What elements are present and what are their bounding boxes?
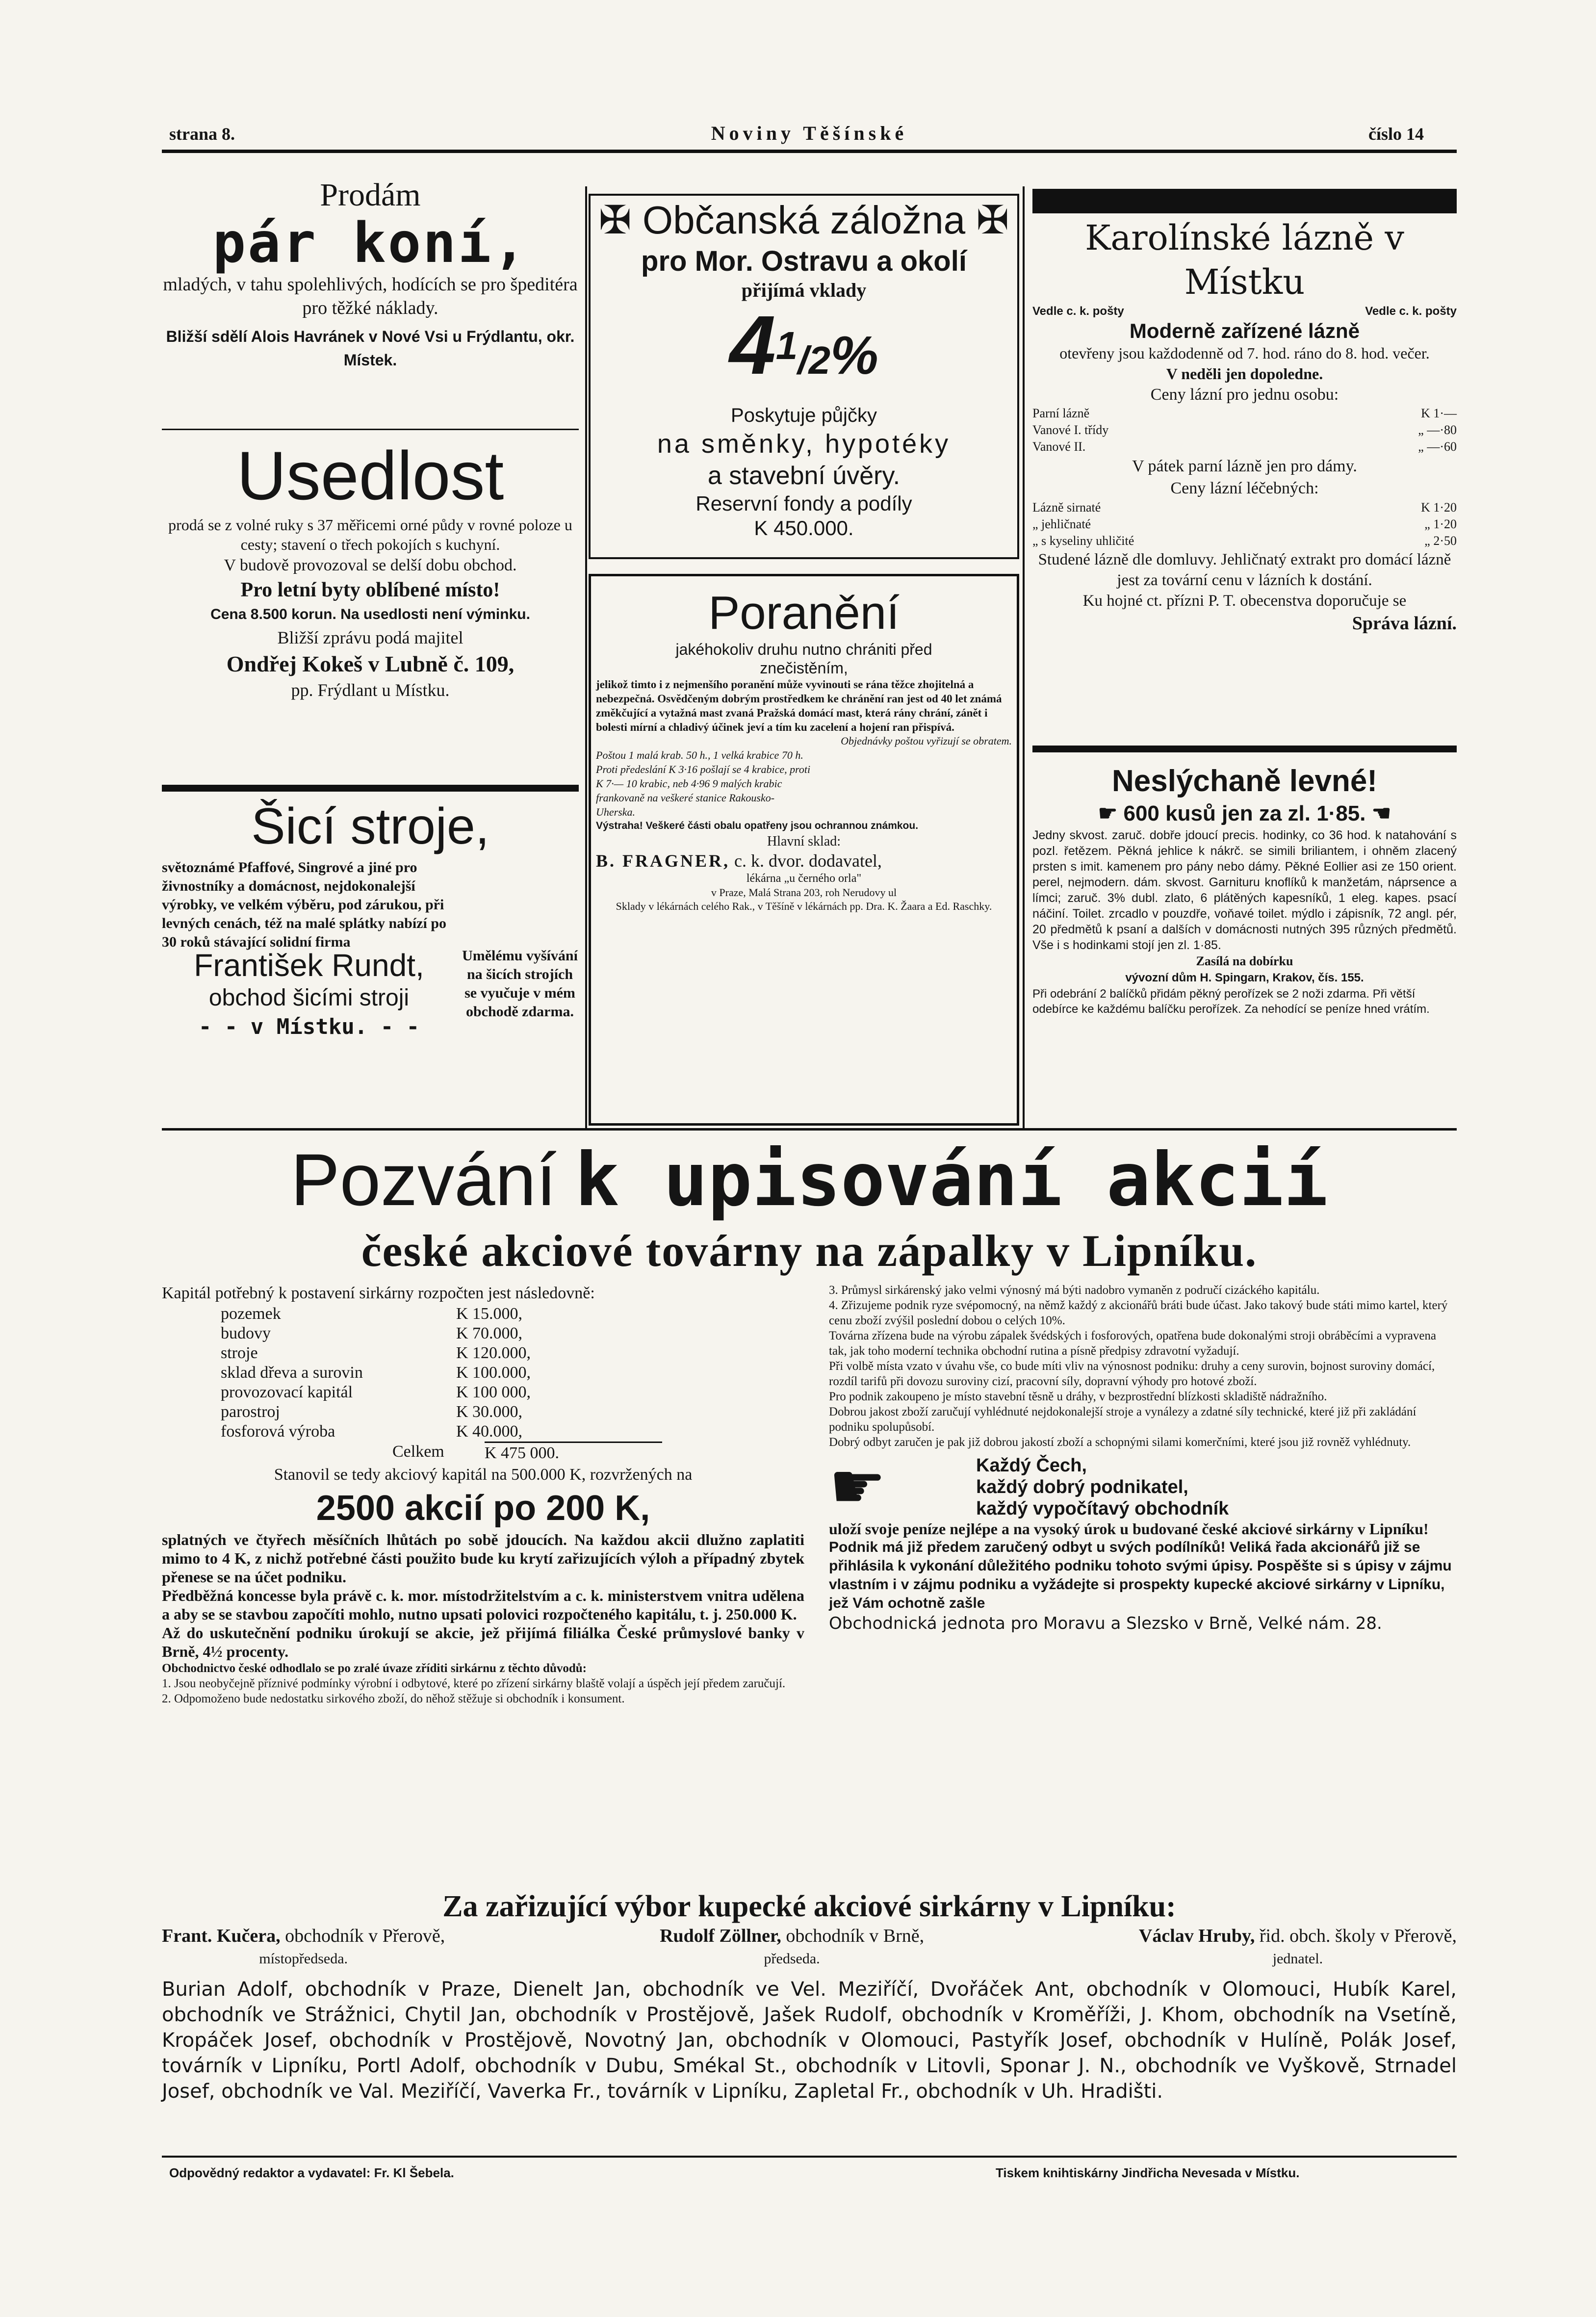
price-row: [221, 1343, 662, 1363]
rate-den: 2: [808, 338, 830, 382]
ad-spa-prices: [1032, 405, 1457, 455]
price-row: [221, 1383, 662, 1402]
ad-spa: [1032, 216, 1457, 636]
right-p8: Dobrou jakost zboží zaručují vyhlédnuté nejdokonalejší stroje a vynálezy a zdatné síly technické, které již při zakládání podniku spolupůsobí.: [829, 1405, 1416, 1434]
price-row: [1032, 516, 1457, 533]
row-label: sklad dřeva a surovin: [221, 1364, 363, 1382]
ad-horses-headline: pár koní,: [212, 211, 528, 275]
left-p1: 1. Jsou neobyčejně příznivé podmínky výrobní i odbytové, které po zřízení sirkárny blaště volají a úspěch její předem zaručují.: [162, 1677, 786, 1690]
pointing-hand-icon: ☛: [1098, 801, 1118, 825]
ad-wound-pharmacy: lékárna „u černého orla": [746, 872, 862, 885]
header-rule: [162, 150, 1457, 153]
committee-members: Burian Adolf, obchodník v Praze, Dienelt Jan, obchodník ve Vel. Meziříčí, Dvořáček Ant, obchodník v Olomouci, Hubík Karel, obchodník ve Strážnici, Chytil Jan, obchodník v Prostějově, Jašek Rudolf, obchodník v Kroměříži, J. Khom, obchodník na Vsetíně, Kropáček Josef, obchodník v Prostějově, Novotný Jan, obchodník v Olomouci, Pastyřík Josef, obchodník v Hulíně, Polák Josef, továrník v Lipníku, Portl Adolf, obchodník v Dubu, Smékal St., obchodník v Litovli, Sponar J. N., obchodník ve Vyškově, Strnadel Josef, obchodník ve Val. Meziříčí, Vaverka Fr., továrník v Lipníku, Zapletal Fr., obchodník v Uh. Hradišti.: [162, 1978, 1457, 2103]
ad-farm-line2: V budově provozoval se delší dobu obchod.: [224, 556, 517, 574]
row-value: K 1·—: [1421, 406, 1457, 420]
call2: každý dobrý podnikatel,: [976, 1477, 1188, 1497]
officer-zollner: [660, 1925, 924, 1970]
row-label: stroje: [221, 1344, 258, 1362]
officer-zollner-role: obchodník v Brně,: [786, 1926, 925, 1946]
price-row: [1032, 422, 1457, 438]
ad-watch-offer: [1032, 800, 1457, 827]
invite-left: [162, 1283, 804, 1706]
capital-intro: Kapitál potřebný k postavení sirkárny rozpočten jest následovně:: [162, 1284, 595, 1302]
row-value: K 15.000,: [456, 1305, 523, 1323]
footer-editor: Odpovědný redaktor a vydavatel: Fr. Kl Šebela.: [169, 2165, 454, 2180]
ad-watch-firm: vývozní dům H. Spingarn, Krakov, čís. 155.: [1125, 971, 1364, 984]
row-value: „ —·60: [1418, 439, 1457, 454]
row-value: K 100.000,: [456, 1364, 531, 1382]
pointing-hand-icon: ☚: [1371, 801, 1391, 825]
ornament-icon: ✠: [598, 198, 632, 242]
officer-kucera-role: obchodník v Přerově,: [285, 1926, 445, 1946]
ad-sewing: [162, 795, 579, 1041]
officer-hruby-name: Václav Hruby,: [1138, 1926, 1255, 1946]
right-p6: Při volbě místa vzato v úvahu vše, co bude míti vliv na výnosnost podniku: druhy a ceny surovin, bojnost suroviny domácí, rozdíl tarifů při dovozu suroviny cizí, pracovní síly, dopravní výhody pro hotové zboží.: [829, 1360, 1435, 1388]
committee-title: Za zařizující výbor kupecké akciové sirkárny v Lipníku:: [442, 1890, 1176, 1923]
invite-right: [829, 1283, 1457, 1634]
ad-wound-firm2: c. k. dvor. dodavatel,: [734, 851, 882, 871]
ad-sewing-shop: obchod šicími stroji: [208, 985, 410, 1011]
ad-bank-types: na směnky, hypotéky: [657, 429, 951, 459]
ad-spa-heal: [1032, 499, 1457, 549]
ad-spa-hours: otevřeny jsou každodenně od 7. hod. ráno do 8. hod. večer.: [1059, 344, 1430, 362]
ad-farm-body: prodá se z volné ruky s 37 měřicemi orné půdy v rovné poloze u cesty; stavení o třech pokojích s kuchyní.: [168, 516, 572, 553]
ad-spa-sunday: V neděli jen dopoledne.: [1166, 365, 1323, 383]
price-row: [221, 1363, 662, 1383]
ad-spa-prices-title: Ceny lázní pro jednu osobu:: [1150, 386, 1339, 404]
right-p7: Pro podnik zakoupeno je místo stavební těsně u dráhy, v bezprostřední blízkosti skladiště nádražního.: [829, 1390, 1327, 1403]
section-rule: [162, 1128, 1457, 1131]
row-value: „ 2·50: [1424, 534, 1457, 548]
row-label: budovy: [221, 1324, 271, 1342]
ad-bank-amount: K 450.000.: [754, 516, 854, 540]
right-p9: Dobrý odbyt zaručen je pak již dobrou jakostí zboží a schopnými silami komerčními, které jsou již rovněž vyhlédnuty.: [829, 1436, 1411, 1449]
officer-zollner-name: Rudolf Zöllner,: [660, 1926, 781, 1946]
price-row: [1032, 533, 1457, 549]
row-label: „ s kyseliny uhličité: [1032, 534, 1134, 548]
right-p5: Továrna zřízena bude na výrobu zápalek švédských i fosforových, opatřena bude dokonalými stroji obráběcími a vypravena tak, jak toho moderní technika obchodní rutina a písně předpisy zdravotní vyžadují.: [829, 1329, 1437, 1358]
cost-total-label: Celkem: [392, 1442, 444, 1461]
invite-title: [162, 1138, 1457, 1222]
rate-num: 1: [775, 324, 798, 367]
ad-sewing-firm: František Rundt,: [194, 948, 424, 983]
capital-stanovil: Stanovil se tedy akciový kapitál na 500.000 K, rozvržených na: [274, 1466, 693, 1484]
ad-wound: [589, 574, 1019, 1126]
officer-hruby: [1139, 1925, 1457, 1970]
officer-hruby-role: řid. obch. školy v Přerově,: [1259, 1926, 1457, 1946]
left-small: Obchodnictvo české odhodlalo se po zralé úvaze zříditi sirkárnu z těchto důvodů:: [162, 1662, 587, 1675]
ad-farm-place: pp. Frýdlant u Místku.: [291, 680, 450, 700]
price-row: [221, 1422, 662, 1442]
ad-spa-title: Karolínské lázně v Místku: [1085, 218, 1404, 302]
call3: každý vypočítavý obchodník: [976, 1498, 1229, 1519]
row-value: „ —·80: [1418, 423, 1457, 437]
ad-spa-near1: Vedle c. k. pošty: [1032, 305, 1124, 318]
ad-horses-body: mladých, v tahu spolehlivých, hodících se pro špeditéra pro těžké náklady.: [163, 274, 578, 318]
row-label: parostroj: [221, 1403, 280, 1421]
shares: 2500 akcií po 200 K,: [316, 1489, 650, 1528]
ad-watch-cod: Zasílá na dobírku: [1196, 954, 1293, 968]
row-value: K 70.000,: [456, 1324, 523, 1342]
ad-watch-headline: Neslýchaně levné!: [1111, 764, 1378, 798]
row-label: Parní lázně: [1032, 406, 1090, 420]
price-row: [1032, 499, 1457, 516]
ad-spa-modern: Moderně zařízené lázně: [1129, 319, 1360, 342]
ad-farm-headline: Usedlost: [236, 437, 504, 514]
price-row: [1032, 405, 1457, 422]
row-label: fosforová výroba: [221, 1422, 335, 1441]
column-divider: [1023, 186, 1025, 1128]
cost-total-value: K 475 000.: [485, 1442, 662, 1464]
call-body: uloží svoje peníze nejlépe a na vysoký úrok u budované české akciové sirkárny v Lipníku!: [829, 1520, 1429, 1538]
call-body2: Podnik má již předem zaručený odbyt u svých podílníků! Veliká řada akcionářů již se přihlásila k vykonání důležitého podniku tohoto svými úpisy. Pospěšte si s úpisy v zájmu vlastním i v zájmu podniku a vyžádejte si prospekty kupecké akciové sirkárny v Lipníku, jež Vám ochotně zašle: [829, 1539, 1452, 1611]
divider: [162, 785, 579, 792]
officer-hruby-title: jednatel.: [1272, 1951, 1323, 1967]
right-p4: 4. Zřizujeme podnik ryze svépomocný, na němž každý z akcionářů bráti bude účast. Jako takový bude státi mimo kartel, který cenu zboží zvýšil poslední dobou o celých 10%.: [829, 1299, 1448, 1327]
ad-wound-addr: v Praze, Malá Strana 203, roh Nerudovy ul: [711, 886, 897, 899]
officer-zollner-title: předseda.: [764, 1951, 820, 1967]
left-body3: Až do uskutečnění podniku úrokují se akcie, jež přijímá filiálka České průmyslové banky v Brně, 4½ procenty.: [162, 1624, 804, 1660]
ad-wound-stores: Sklady v lékárnách celého Rak., v Těšíně v lékárnách pp. Dra. K. Žaara a Ed. Raschky.: [616, 900, 992, 912]
ad-bank: [589, 194, 1019, 559]
ad-watch-extra: Při odebrání 2 balíčků přidám pěkný perořízek se 2 noži zdarma. Při větší odebírce ke každému balíčku perořízek. Za nehodící se peníze hned vrátím.: [1032, 987, 1430, 1016]
row-label: provozovací kapitál: [221, 1383, 353, 1401]
ad-bank-title-text: Občanská záložna: [642, 198, 966, 242]
ad-wound-sub2: znečistěním,: [760, 659, 848, 677]
row-label: pozemek: [221, 1305, 281, 1323]
ad-wound-warn: Výstraha! Veškeré části obalu opatřeny jsou ochrannou známkou.: [596, 820, 919, 831]
cost-table: [221, 1304, 662, 1442]
cost-total: [221, 1442, 662, 1464]
row-label: Vanové II.: [1032, 439, 1086, 454]
ad-spa-near2: Vedle c. k. pošty: [1365, 305, 1457, 318]
call1: Každý Čech,: [976, 1455, 1087, 1476]
left-body2: Předběžná koncesse byla právě c. k. mor. místodržitelstvím a c. k. ministerstvem vnitra udělena a aby se se stavbou započíti mohlo, nutno upsati polovici rozpočteného kapitálu, t. j. 250.000 K.: [162, 1587, 804, 1623]
ad-watch-offer-text: 600 kusů jen za zl. 1·85.: [1123, 801, 1366, 825]
invite-title2: k upisování akcií: [575, 1137, 1328, 1223]
ad-wound-sub1: jakéhokoliv druhu nutno chrániti před: [675, 641, 932, 658]
officer-kucera-title: místopředseda.: [259, 1951, 348, 1967]
ad-horses: [162, 177, 579, 372]
officer-kucera: [162, 1925, 445, 1970]
ad-sewing-side: Umělému vyšívání na šicích strojích se vyučuje v mém obchodě zdarma.: [462, 948, 578, 1020]
ad-farm-info: Bližší zprávu podá majitel: [277, 628, 463, 647]
row-label: „ jehličnaté: [1032, 517, 1091, 531]
divider: [1032, 746, 1457, 752]
black-bar: [1032, 189, 1457, 213]
row-label: Vanové I. třídy: [1032, 423, 1109, 437]
ad-wound-body: jelikož timto i z nejmenšího poranění může vyvinouti se rána těžce zhojitelná a nebezpečná. Osvědčeným dobrým prostředkem ke chránění ran jest od 40 let známá změkčující a vytažná mast zvaná Pražská domácí mast, která rány chrání, zánět i bolesti mírní a chladivý účinek jeví a tím ku zacelení a hojení ran přispívá.: [596, 678, 1002, 733]
ad-horses-contact: Bližší sdělí Alois Havránek v Nové Vsi u Frýdlantu, okr. Místek.: [166, 328, 575, 369]
pointing-hand-icon: ☛: [829, 1452, 886, 1522]
ad-sewing-place: - - v Místku. - -: [198, 1014, 420, 1039]
ad-wound-headline: Poranění: [708, 587, 900, 639]
ad-bank-title: [591, 196, 1017, 245]
ad-bank-funds: Reservní fondy a podíly: [695, 492, 912, 515]
ad-farm-owner: Ondřej Kokeš v Lubně č. 109,: [226, 651, 515, 676]
sender: Obchodnická jednota pro Moravu a Slezsko v Brně, Velké nám. 28.: [829, 1614, 1382, 1633]
column-divider: [585, 186, 587, 1128]
ad-spa-favor: Ku hojné ct. přízni P. T. obecenstva doporučuje se: [1082, 592, 1407, 610]
ad-wound-prices: Poštou 1 malá krab. 50 h., 1 velká krabice 70 h. Proti předeslání K 3·16 pošlají se 4 krabice, proti K 7·— 10 krabic, neb 4·96 9 malých krabic frankovaně na veškeré stanice Rakousko-Uherska.: [596, 749, 811, 818]
row-value: K 40.000,: [456, 1422, 523, 1441]
ad-bank-types2: a stavební úvěry.: [707, 462, 901, 490]
page-number: strana 8.: [169, 124, 235, 144]
invite-title1: Pozvání: [290, 1138, 557, 1221]
divider: [162, 429, 579, 430]
ad-sewing-place-text: v Místku.: [250, 1014, 368, 1039]
ad-spa-mgmt: Správa lázní.: [1352, 613, 1457, 634]
ad-wound-order: Objednávky poštou vyřizují se obratem.: [841, 735, 1012, 747]
ornament-icon: ✠: [976, 198, 1009, 242]
issue-number: číslo 14: [1368, 124, 1424, 144]
price-row: [221, 1402, 662, 1422]
left-p2: 2. Odpomoženo bude nedostatku sirkového zboží, do něhož stěžuje si obchodník i konsument.: [162, 1692, 625, 1705]
ad-bank-loans: Poskytuje půjčky: [731, 405, 877, 426]
ad-horses-title: Prodám: [320, 177, 421, 213]
ad-wound-firm-line: [591, 850, 1017, 871]
footer-rule: [162, 2156, 1457, 2158]
ad-bank-rate: $4^1/2\%$: [729, 299, 878, 392]
ad-bank-accepts: přijímá vklady: [741, 279, 867, 301]
price-row: [221, 1304, 662, 1324]
row-value: K 30.000,: [456, 1403, 523, 1421]
ad-farm-emph: Pro letní byty oblíbené místo!: [240, 579, 500, 601]
ad-spa-note: Studené lázně dle domluvy. Jehličnatý extrakt pro domácí lázně jest za tovární cenu v lázních k dostání.: [1038, 551, 1451, 589]
invite-subtitle: české akciové továrny na zápalky v Lipníku.: [361, 1226, 1258, 1276]
ad-sewing-body: světoznámé Pfaffové, Singrové a jiné pro živnostníky a domácnost, nejdokonalejší výrobky, ve velkém výběru, pod zárukou, při levných cenách, též na malé splátky nabízí po 30 roků stávající solidní firma: [162, 859, 447, 950]
committee-officers: [162, 1925, 1457, 1970]
ad-wound-firm: B. FRAGNER,: [596, 851, 730, 871]
row-value: K 100 000,: [456, 1383, 531, 1401]
price-row: [1032, 438, 1457, 455]
ad-watch-body: Jedny skvost. zaruč. dobře jdoucí precis. hodinky, co 36 hod. k natahování s pozl. řetězem. Pěkná jehlice k nákrč. se simili briliantem, i ohněm zlacený prsten s imit. kamenem pro pány nebo dámy. Pěkné Eollier asi ze 150 orient. perel, nejmodern. dám. skvost. Garnituru knoflíků k manžetám, náprsence a límci; zaruč. 3% dubl. zlato, 6 plátěných kapesníků, 1 eleg. kapes. psací náčiní. Toilet. zrcadlo v pouzdře, voňavé toilet. mýdlo i zápisník, 72 angl. pér, 20 předmětů k psaní a dalších v domácnosti nutných 395 různých předmětů. Vše i s hodinkami stojí jen zl. 1·85.: [1032, 828, 1457, 952]
ad-bank-subtitle: pro Mor. Ostravu a okolí: [641, 245, 967, 277]
newspaper-title: Noviny Těšínské: [711, 122, 908, 144]
ad-spa-heal-title: Ceny lázní léčebných:: [1170, 479, 1319, 497]
price-row: [221, 1324, 662, 1343]
right-p3: 3. Průmysl sirkárenský jako velmi výnosný má býti nadobro vymaněn z područí cizáckého kapitálu.: [829, 1284, 1320, 1297]
ad-farm: [162, 437, 579, 701]
ad-watch: [1032, 763, 1457, 1017]
ad-farm-price: Cena 8.500 korun. Na usedlosti není výminku.: [210, 606, 530, 622]
ad-wound-depot: Hlavní sklad:: [767, 834, 841, 849]
footer-printer: Tiskem knihtiskárny Jindřicha Nevesada v Místku.: [996, 2165, 1300, 2180]
ad-sewing-headline: Šicí stroje,: [251, 798, 489, 855]
left-body: splatných ve čtyřech měsíčních lhůtách po sobě jdoucích. Na každou akcii dlužno zaplatiti mimo to 4 K, z nichž potřebné části použito bude ku krytí zařizujících výloh a případný zbytek přenese se na účet podniku.: [162, 1531, 804, 1586]
row-value: „ 1·20: [1424, 517, 1457, 531]
row-value: K 1·20: [1421, 500, 1457, 515]
row-value: K 120.000,: [456, 1344, 531, 1362]
ad-spa-friday: V pátek parní lázně jen pro dámy.: [1132, 457, 1357, 475]
rate-pct: %: [830, 325, 878, 386]
row-label: Lázně sirnaté: [1032, 500, 1101, 515]
officer-kucera-name: Frant. Kučera,: [162, 1926, 281, 1946]
rate-whole: 4: [729, 299, 776, 392]
